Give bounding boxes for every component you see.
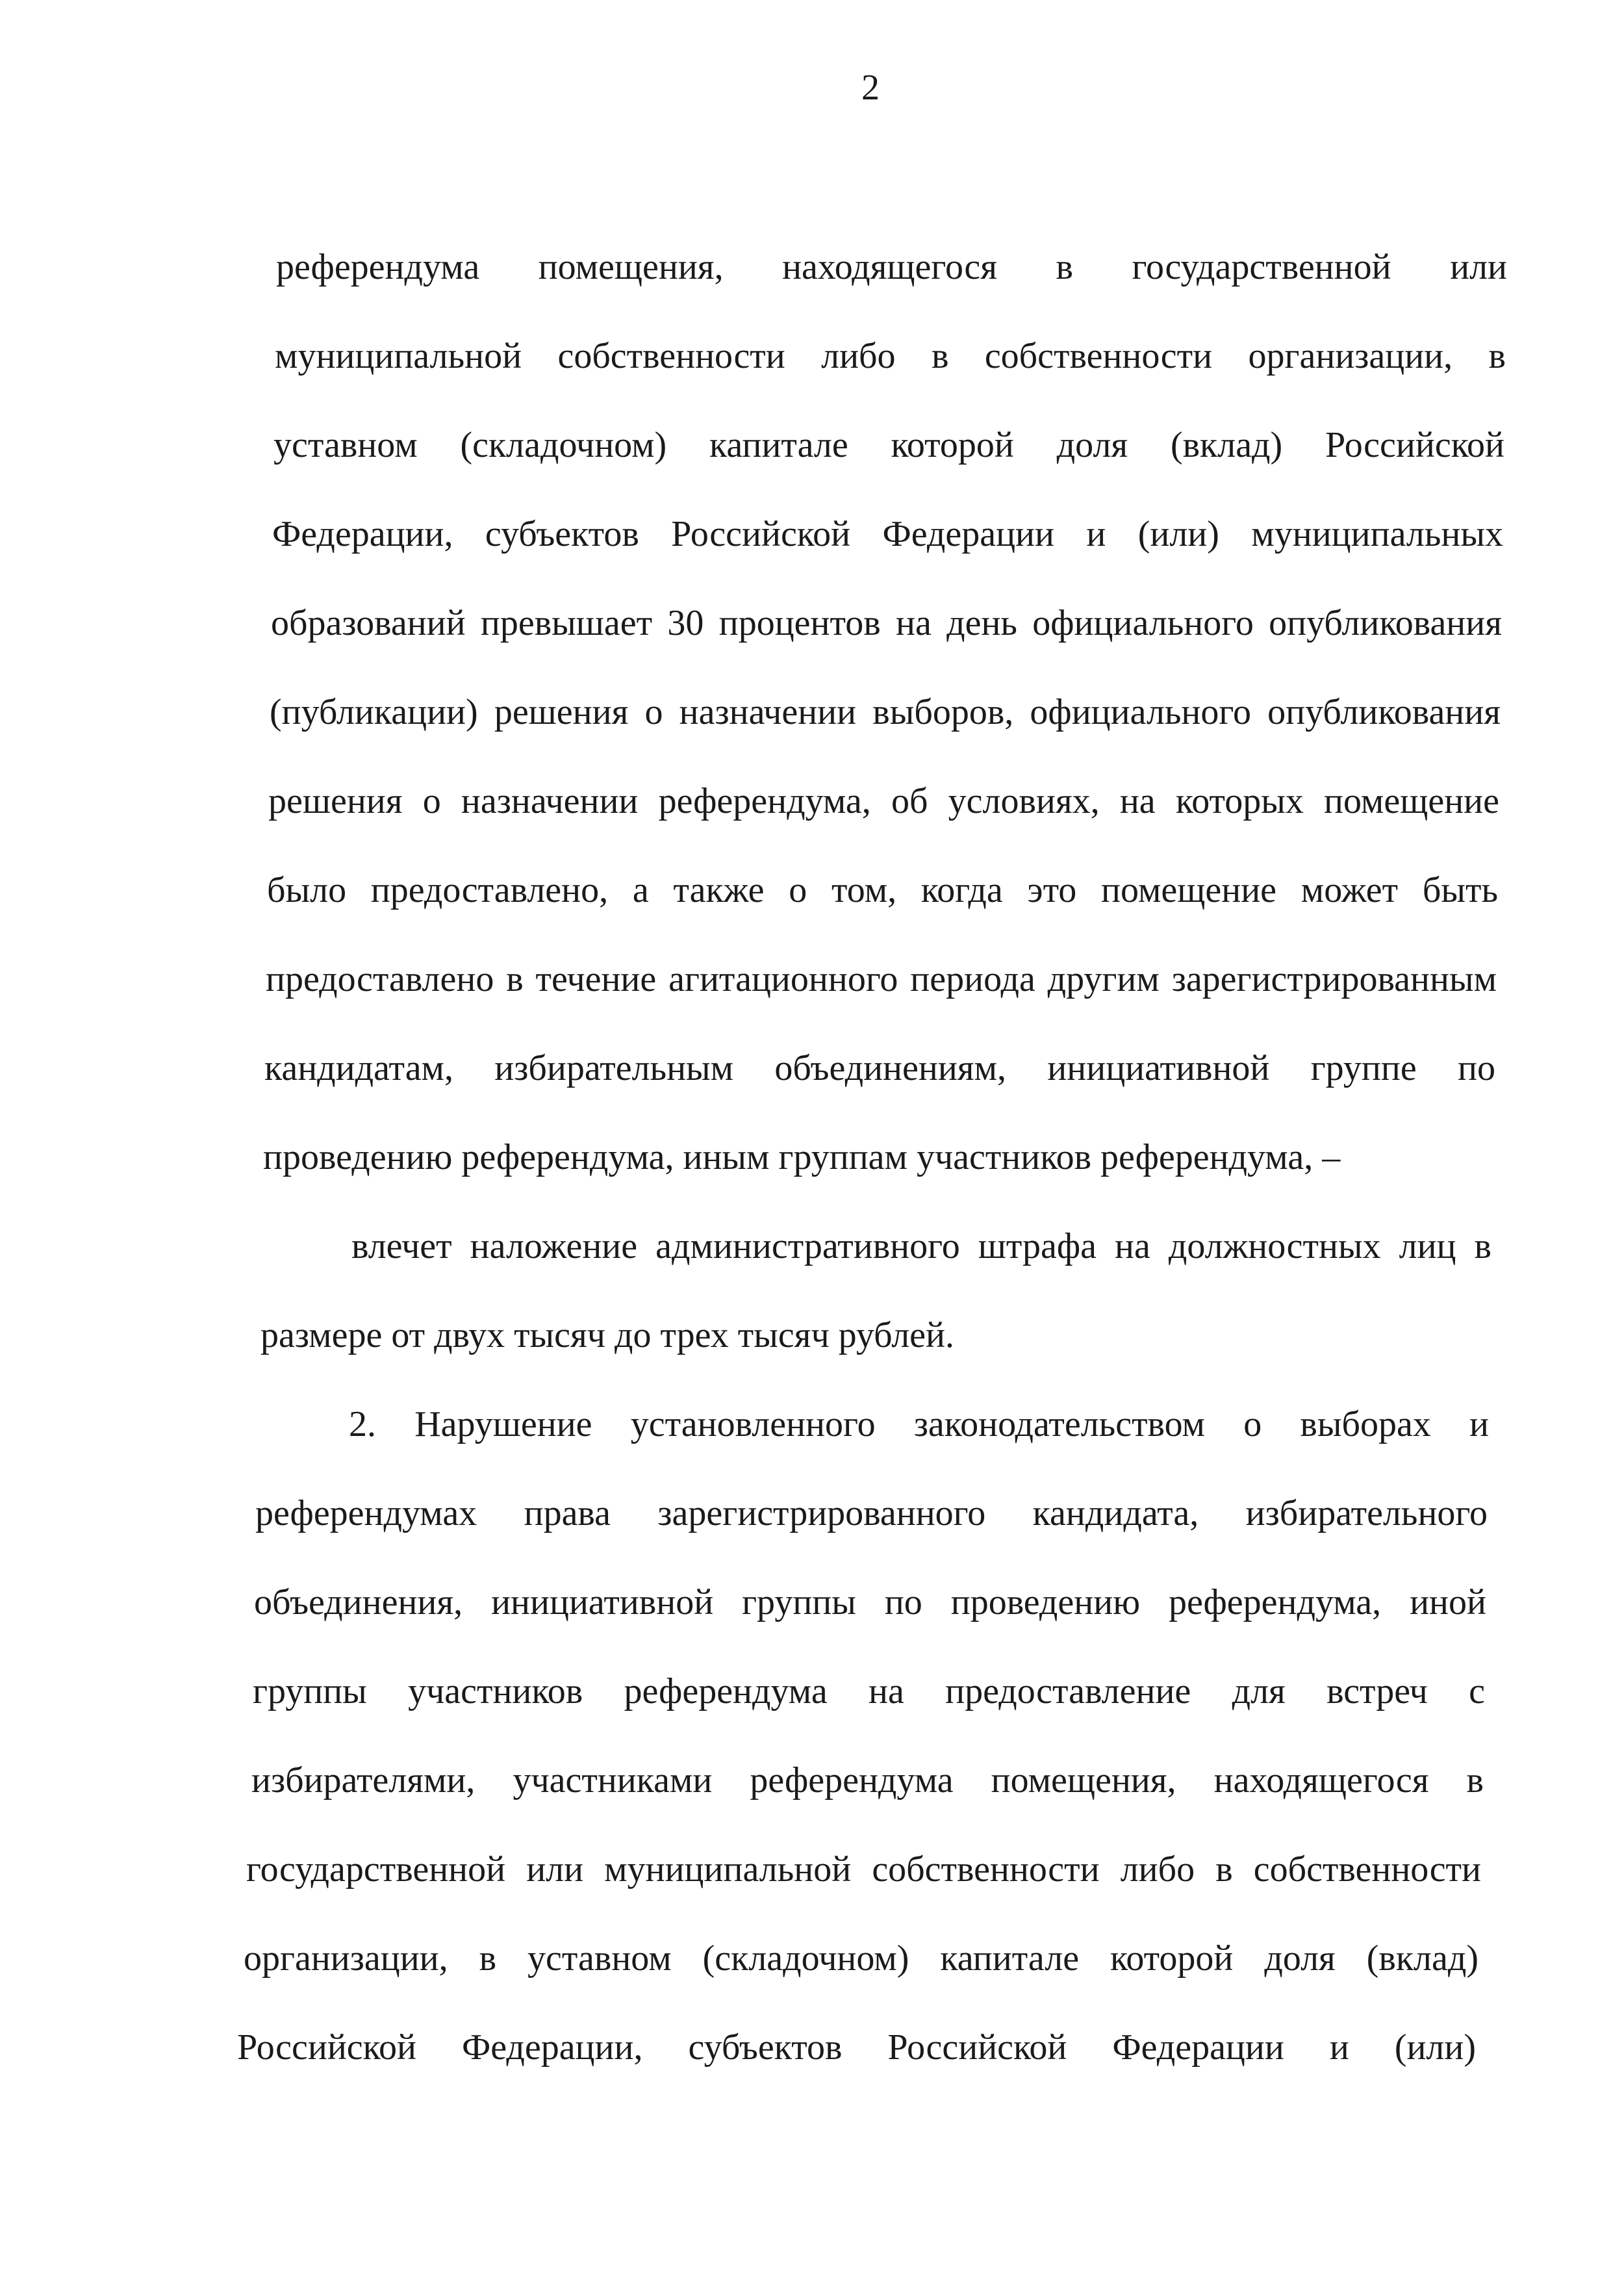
text-line: 2. Нарушение установленного законодательством о выборах и	[349, 1404, 1489, 1444]
text-line: уставном (складочном) капитале которой доля (вклад) Российской	[273, 425, 1504, 465]
text-line: референдума помещения, находящегося в государственной или	[276, 247, 1507, 287]
text-line: кандидатам, избирательным объединениям, инициативной группе по	[264, 1048, 1495, 1088]
text-line: организации, в уставном (складочном) капитале которой доля (вклад)	[244, 1938, 1478, 1979]
text-line: решения о назначении референдума, об условиях, на которых помещение	[268, 781, 1499, 821]
text-line: государственной или муниципальной собственности либо в собственности	[246, 1849, 1481, 1889]
text-line: образований превышает 30 процентов на день официального опубликования	[271, 603, 1502, 643]
text-line: (публикации) решения о назначении выборов, официального опубликования	[270, 692, 1501, 732]
text-line: влечет наложение административного штрафа на должностных лиц в	[351, 1226, 1491, 1266]
page-number: 2	[861, 68, 880, 108]
text-line: избирателями, участниками референдума помещения, находящегося в	[251, 1760, 1484, 1800]
text-line: проведению референдума, иным группам участников референдума, –	[263, 1137, 1341, 1177]
text-line: референдумах права зарегистрированного кандидата, избирательного	[255, 1493, 1488, 1533]
text-line: муниципальной собственности либо в собственности организации, в	[275, 336, 1506, 376]
text-line: было предоставлено, а также о том, когда это помещение может быть	[267, 870, 1498, 910]
text-line: группы участников референдума на предоставление для встреч с	[253, 1671, 1485, 1711]
text-line: объединения, инициативной группы по проведению референдума, иной	[254, 1582, 1486, 1622]
text-line: Российской Федерации, субъектов Российской Федерации и (или)	[237, 2027, 1476, 2068]
text-line: размере от двух тысяч до трех тысяч рублей.	[260, 1315, 954, 1355]
text-line: предоставлено в течение агитационного периода другим зарегистрированным	[266, 959, 1497, 999]
text-line: Федерации, субъектов Российской Федерации и (или) муниципальных	[272, 514, 1503, 554]
